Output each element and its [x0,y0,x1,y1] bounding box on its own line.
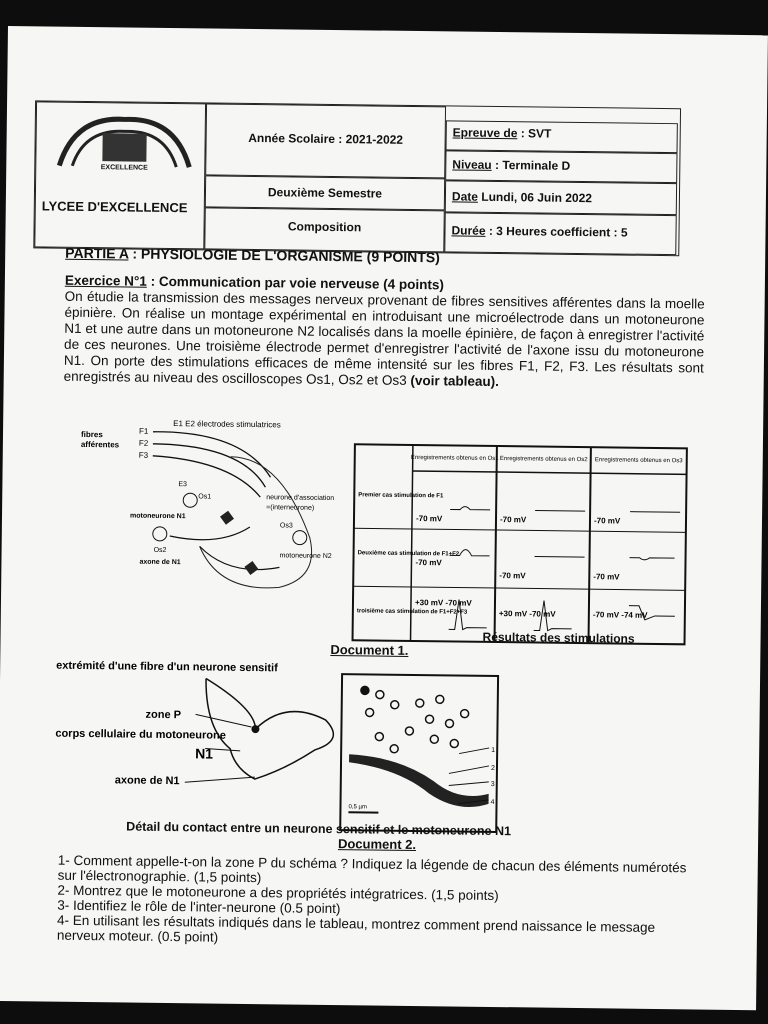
table-r3-os1: +30 mV -70 mV [414,598,472,608]
niveau-value: : Terminale D [494,157,571,173]
electronograph-num-3: 3 [490,780,495,789]
electronograph [338,672,500,834]
table-row2-label: Deuxième cas stimulation de F1+F2 [357,550,460,558]
diagram-f1: F1 [139,426,149,436]
epreuve-label: Epreuve de [452,125,518,141]
table-header-os2: Enregistrements obtenus en Os2 [499,456,588,464]
electronograph-num-2: 2 [490,764,495,773]
exercice-paragraph [64,289,705,393]
partie-a-heading [65,245,440,266]
annee-value: : 2021-2022 [338,132,404,147]
diagram-motoneurone-n1: motoneurone N1 [129,512,186,521]
table-r3-os2: +30 mV -70 mV [498,609,556,619]
svg-text:EXCELLENCE: EXCELLENCE [100,164,148,172]
exercice-label: Exercice N°1 [64,272,147,289]
electronograph-scale: 0,5 µm [348,804,367,811]
table-header-os3: Enregistrements obtenus en Os3 [594,457,683,465]
niveau-label: Niveau [452,157,492,172]
epreuve-cell [446,120,678,153]
annee-cell [205,103,446,178]
school-name: LYCEE D'EXCELLENCE [41,198,188,216]
document2-label: Document 2. [337,836,417,853]
question-3: 3- Identifiez le rôle de l'inter-neurone (0.5 point) [57,897,341,917]
document2-caption: Détail du contact entre un neurone sensitif et le motoneurone N1 [126,819,512,839]
table-header-os1: Enregistrements obtenus en Os1 [410,454,499,463]
table-r1-os2: -70 mV [499,515,527,525]
duree-cell [444,212,676,255]
electronograph-num-4: 4 [490,798,495,807]
semestre-cell [205,175,445,210]
table-r2-os2: -70 mV [499,571,526,581]
diagram-axone-n1: axone de N1 [139,558,181,567]
paragraph-text: On étudie la transmission des messages nerveux provenant de fibres sensitives afférentes dans la moelle épinière. On réalise un montage expérimental en introduisant une microélectrode dans un motoneurone N1 et une autre dans un motoneurone N2 localisés dans la moelle épinière, de façon à enregistrer l'activité de ces neurones. Une troisième électrode permet d'enregistrer l'activité de l'axone issu du motoneurone N1. On porte des stimulations efficaces de même intensité sur les fibres F1, F2, F3. Les résultats sont enregistrés au niveau des oscilloscopes Os1, Os2 et Os3 [63,288,705,388]
doc2-corps: corps cellulaire du motoneurone [55,727,226,742]
diagram-e3: E3 [178,481,188,489]
duree-value: : 3 Heures coefficient : 5 [488,223,628,240]
diagram-fibres: fibres [80,429,103,440]
annee-label: Année Scolaire [248,130,336,147]
diagram-os1: Os1 [198,493,212,501]
table-r3-os3: -70 mV -74 mV [592,610,648,620]
diagram-neurone-assoc: neurone d'association [266,494,335,503]
exercice-title: : Communication par voie nerveuse (4 points) [150,273,445,293]
date-value: Lundi, 06 Juin 2022 [481,189,593,206]
questions-list [57,853,698,951]
results-table [348,436,691,650]
question-2: 2- Montrez que le motoneurone a des propriétés intégratrices. (1,5 points) [57,882,499,904]
paragraph-end: (voir tableau). [410,372,500,390]
niveau-cell [445,150,677,183]
diagram-f2: F2 [138,438,149,448]
diagram-afferentes: afférentes [80,439,120,450]
diagram-os3: Os3 [279,522,293,530]
table-row3-label: troisième cas stimulation de F1+F2+F3 [356,608,468,616]
doc2-axone: axone de N1 [114,774,180,788]
diagram-motoneurone-n2: motoneurone N2 [279,552,332,560]
electronograph-num-1: 1 [491,746,496,755]
results-label: Résultats des stimulations [482,629,635,646]
composition-cell [204,207,444,252]
diagram-f3: F3 [138,450,149,460]
header-table [33,100,681,256]
question-4: 4- En utilisant les résultats indiqués dans le tableau, montrez comment prend naissance le message nerveux moteur. (0.5 point) [56,912,656,945]
partie-a-title: : PHYSIOLOGIE DE L'ORGANISME (9 POINTS) [132,245,440,266]
semestre-text: Deuxième Semestre [267,185,383,201]
document1-label: Document 1. [330,641,409,658]
diagram-os2: Os2 [153,546,167,554]
diagram-electrodes: E1 E2 électrodes stimulatrices [173,419,281,430]
table-r2-os3: -70 mV [593,572,620,582]
epreuve-value: : SVT [520,126,552,141]
nerve-circuit-diagram [79,415,351,598]
table-r1-os3: -70 mV [593,516,621,526]
question-1: 1- Comment appelle-t-on la zone P du schéma ? Indiquez la légende de chacun des éléments numérotés sur l'électronographie. (1,5 points) [57,852,687,886]
table-row1-label: Premier cas stimulation de F1 [358,492,444,500]
diagram-interneurone: =(interneurone) [266,504,315,512]
table-r2-os1: -70 mV [415,558,442,568]
date-label: Date [451,189,479,204]
doc2-fibre-label: extrémité d'une fibre d'un neurone sensitif [56,659,278,675]
table-r1-os1: -70 mV [415,514,443,524]
date-cell [445,180,677,215]
partie-a-label: PARTIE A [65,244,129,262]
school-logo [44,110,205,174]
doc2-zone-p: zone P [145,708,182,722]
composition-text: Composition [287,219,362,235]
doc2-n1: N1 [195,745,214,762]
exam-paper [0,26,768,1010]
duree-label: Durée [451,223,486,238]
synapse-schematic [55,657,347,801]
school-cell [34,101,206,249]
